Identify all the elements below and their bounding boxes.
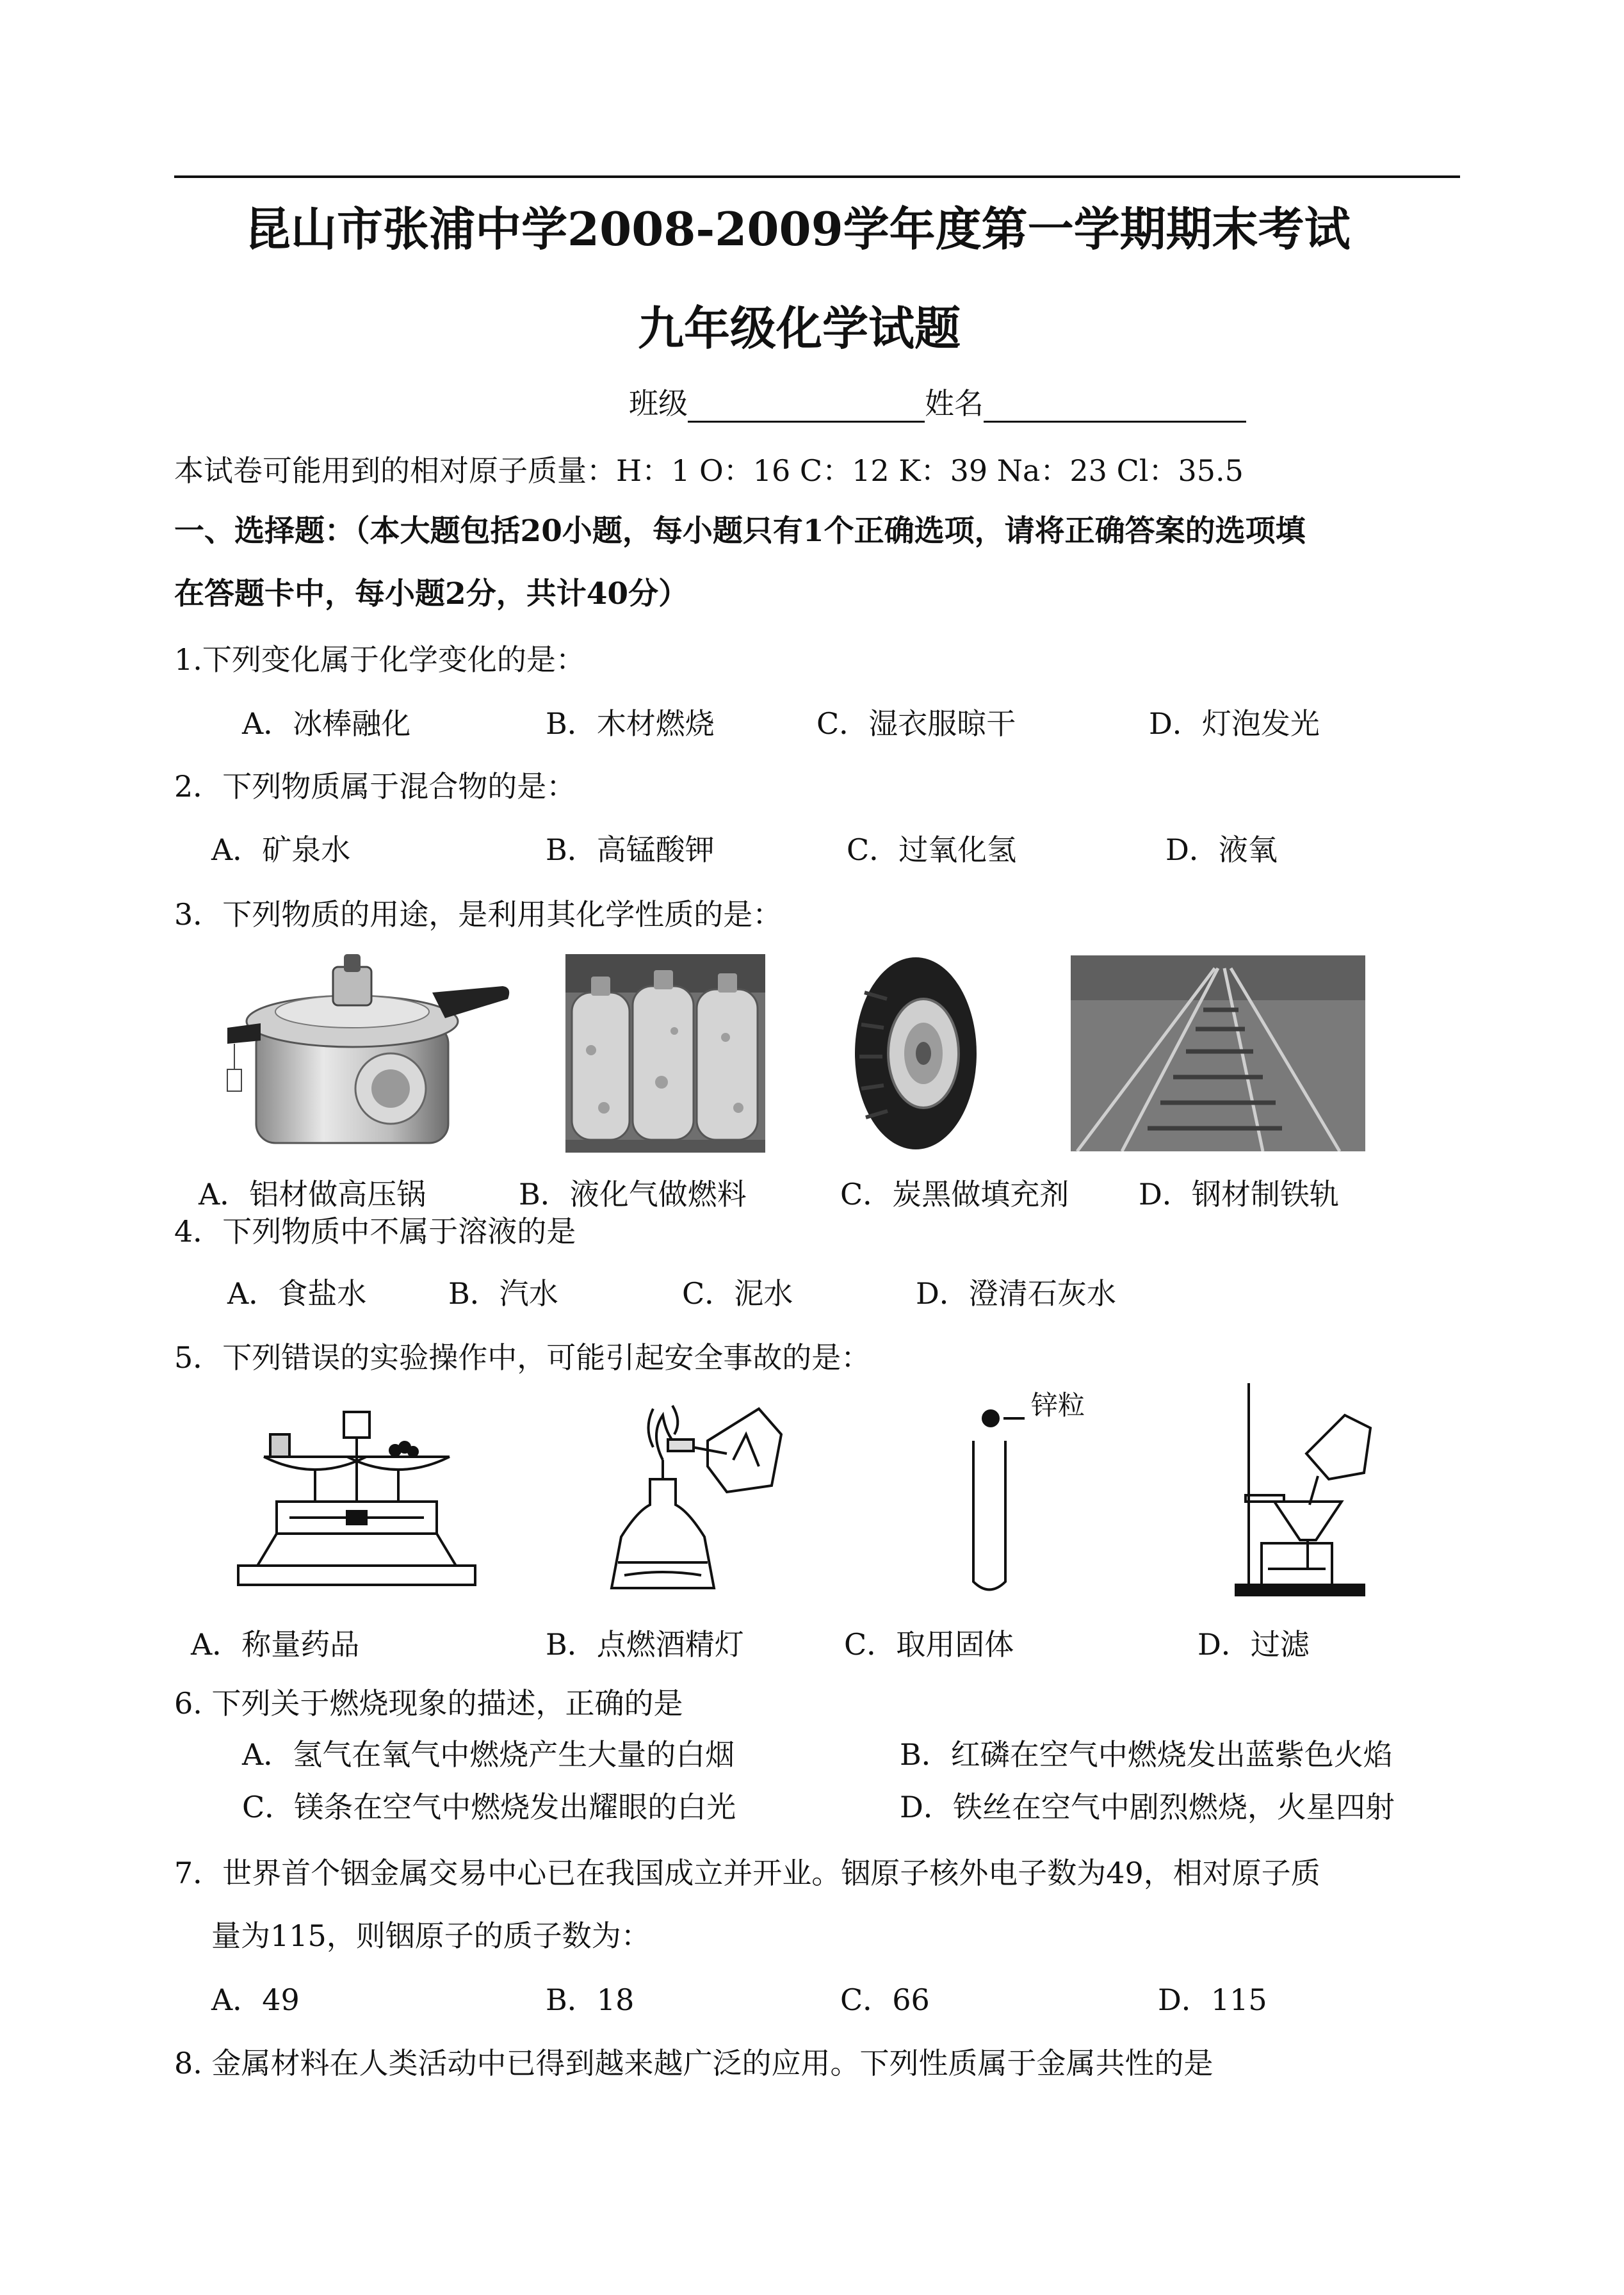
- gas-cylinders-photo: [565, 954, 765, 1153]
- q7-stem: 7．世界首个铟金属交易中心已在我国成立并开业。铟原子核外电子数为49，相对原子质: [174, 1856, 1320, 1890]
- name-label: 姓名: [925, 386, 984, 421]
- filtration-drawing: [1230, 1377, 1377, 1598]
- q3-option-c: C．炭黑做填充剂: [840, 1177, 1069, 1212]
- q6-option-c: C．镁条在空气中燃烧发出耀眼的白光: [242, 1790, 736, 1824]
- q7-option-b: B．18: [546, 1983, 635, 2017]
- q1-option-b: B．木材燃烧: [546, 706, 715, 741]
- q5-stem: 5．下列错误的实验操作中，可能引起安全事故的是：: [174, 1340, 871, 1375]
- q3-option-d: D．钢材制铁轨: [1139, 1177, 1339, 1212]
- q5-option-a: A．称量药品: [191, 1627, 360, 1662]
- q2-option-b: B．高锰酸钾: [546, 832, 715, 867]
- q4-stem: 4．下列物质中不属于溶液的是: [174, 1214, 576, 1249]
- zinc-label: 锌粒: [1031, 1390, 1085, 1421]
- q4-option-c: C．泥水: [682, 1276, 793, 1311]
- q5-option-d: D．过滤: [1198, 1627, 1310, 1662]
- q3-stem: 3．下列物质的用途，是利用其化学性质的是：: [174, 897, 783, 932]
- balance-scale-drawing: [232, 1406, 482, 1591]
- q3-option-b: B．液化气做燃料: [519, 1177, 747, 1212]
- q2-option-a: A．矿泉水: [211, 832, 351, 867]
- q2-option-c: C．过氧化氢: [847, 832, 1017, 867]
- student-info: [629, 384, 1246, 423]
- q2-option-d: D．液氧: [1165, 832, 1278, 867]
- q6-option-b: B．红磷在空气中燃烧发出蓝紫色火焰: [900, 1737, 1393, 1772]
- section-heading: 一、选择题：（本大题包括20小题，每小题只有1个正确选项，请将正确答案的选项填: [174, 514, 1306, 549]
- name-blank: [984, 391, 1246, 423]
- q6-option-d: D．铁丝在空气中剧烈燃烧，火星四射: [900, 1790, 1395, 1824]
- q7-option-d: D．115: [1158, 1983, 1267, 2017]
- class-blank: [688, 391, 925, 423]
- q1-option-d: D．灯泡发光: [1149, 706, 1320, 741]
- q3-option-a: A．铝材做高压锅: [199, 1177, 426, 1212]
- q1-option-a: A．冰棒融化: [242, 706, 411, 741]
- q7-option-a: A．49: [211, 1983, 300, 2017]
- exam-title: 昆山市张浦中学2008-2009学年度第一学期期末考试: [245, 202, 1351, 256]
- q5-option-b: B．点燃酒精灯: [546, 1627, 744, 1662]
- q7-option-c: C．66: [840, 1983, 930, 2017]
- q6-option-a: A．氢气在氧气中燃烧产生大量的白烟: [242, 1737, 735, 1772]
- q2-stem: 2．下列物质属于混合物的是：: [174, 769, 576, 804]
- q4-option-a: A．食盐水: [227, 1276, 367, 1311]
- q1-option-c: C．湿衣服晾干: [816, 706, 1016, 741]
- q4-option-d: D．澄清石灰水: [916, 1276, 1116, 1311]
- q5-option-c: C．取用固体: [844, 1627, 1014, 1662]
- class-label: 班级: [629, 386, 688, 421]
- q4-option-b: B．汽水: [448, 1276, 558, 1311]
- tire-photo: [852, 954, 980, 1153]
- exam-subtitle: 九年级化学试题: [638, 301, 961, 355]
- q1-stem: 1.下列变化属于化学变化的是：: [174, 642, 585, 677]
- alcohol-lamp-drawing: [599, 1396, 784, 1594]
- q6-stem: 6. 下列关于燃烧现象的描述，正确的是: [174, 1686, 683, 1721]
- atomic-masses: 本试卷可能用到的相对原子质量：H：1 O：16 C：12 K：39 Na：23 Cl：35.5: [174, 453, 1244, 488]
- railway-tracks-photo: [1071, 955, 1365, 1151]
- q7-stem-cont: 量为115，则铟原子的质子数为：: [211, 1918, 651, 1953]
- top-rule: [174, 175, 1460, 178]
- pressure-cooker-photo: [202, 948, 516, 1153]
- q8-stem: 8. 金属材料在人类活动中已得到越来越广泛的应用。下列性质属于金属共性的是: [174, 2046, 1214, 2080]
- section-heading-cont: 在答题卡中，每小题2分，共计40分）: [174, 576, 689, 612]
